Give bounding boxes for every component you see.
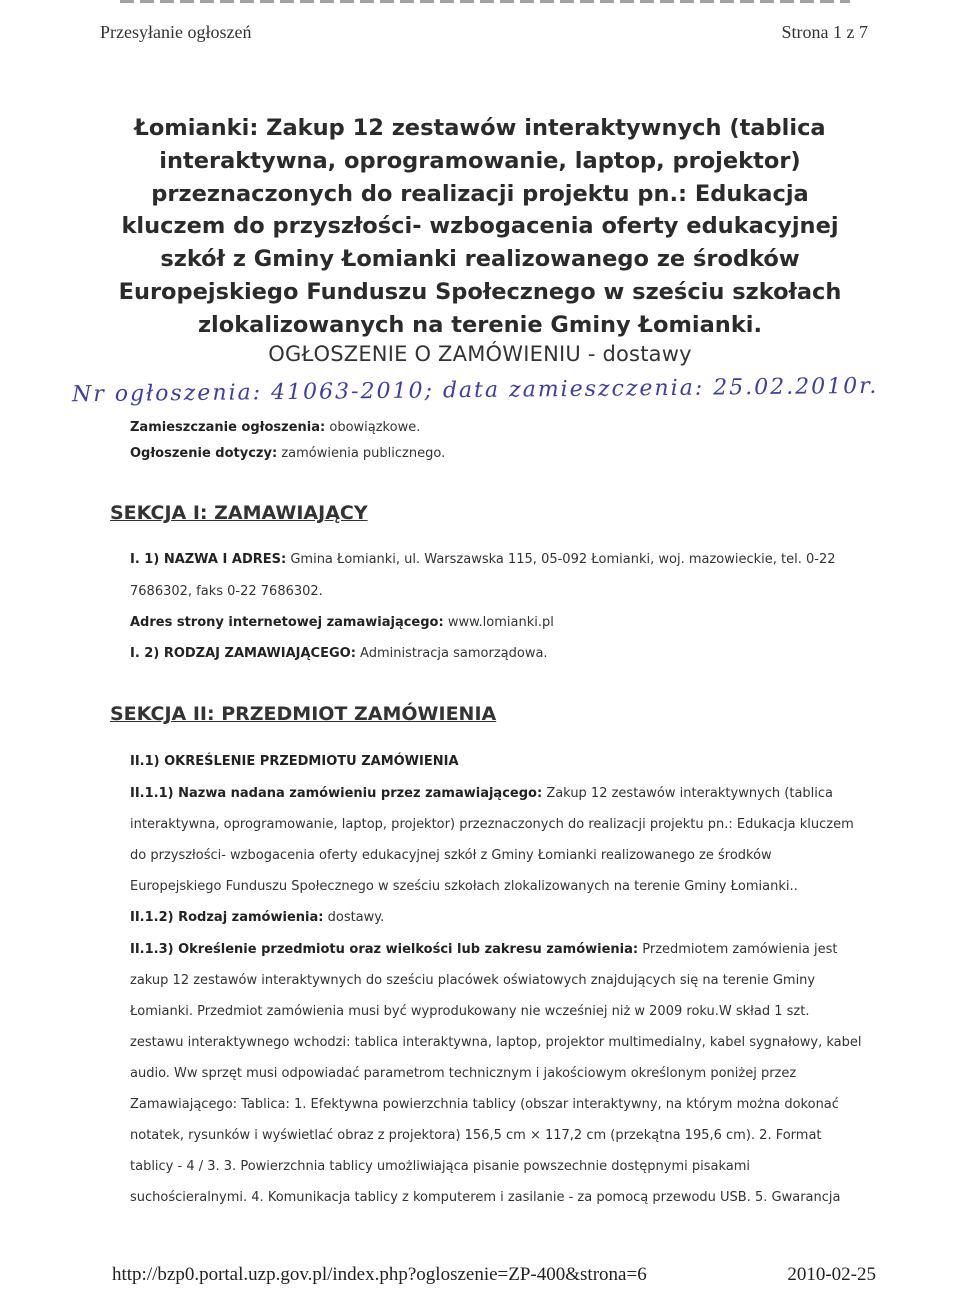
document-title: Łomianki: Zakup 12 zestawów interaktywnych (tablica interaktywna, oprogramowanie, laptop, projektor) przeznaczonych do realizacji projektu pn.: Edukacja kluczem do przyszłości- wzbogacenia oferty edukacyjnej szkół z Gminy Łomianki realizowanego ze środków Europejskiego Funduszu Społecznego w sześciu szkołach zlokalizowanych na terenie Gminy Łomianki. xyxy=(118,115,842,338)
contractor-type-row xyxy=(130,646,548,661)
order-name-label: II.1.1) Nazwa nadana zamówieniu przez zamawiającego: xyxy=(130,786,543,801)
section-1-heading: SEKCJA I: ZAMAWIAJĄCY xyxy=(110,502,368,524)
document-subtitle: OGŁOSZENIE O ZAMÓWIENIU - dostawy xyxy=(268,342,692,366)
placement-label: Zamieszczanie ogłoszenia: xyxy=(130,420,326,435)
scan-edge-artifact xyxy=(120,0,850,3)
contractor-phone-row: 7686302, faks 0-22 7686302. xyxy=(130,584,323,599)
contractor-name-label: I. 1) NAZWA I ADRES: xyxy=(130,552,287,567)
contractor-www-link[interactable]: www.lomianki.pl xyxy=(447,615,554,630)
order-kind-row xyxy=(130,910,384,925)
contractor-www-label: Adres strony internetowej zamawiającego: xyxy=(130,615,444,630)
placement-value: obowiązkowe. xyxy=(329,420,421,435)
contractor-type-label: I. 2) RODZAJ ZAMAWIAJĄCEGO: xyxy=(130,646,356,661)
order-scope-paragraph xyxy=(130,934,865,1213)
order-name-paragraph xyxy=(130,778,865,902)
subsection-title: II.1) OKREŚLENIE PRZEDMIOTU ZAMÓWIENIA xyxy=(130,754,459,769)
handwritten-annotation: Nr ogłoszenia: 41063-2010; data zamieszczenia: 25.02.2010r. xyxy=(71,373,879,408)
contractor-name-value: Gmina Łomianki, ul. Warszawska 115, 05-092 Łomianki, woj. mazowieckie, tel. 0-22 xyxy=(290,552,836,567)
page-header-title: Przesyłanie ogłoszeń xyxy=(100,22,252,42)
footer-date: 2010-02-25 xyxy=(787,1264,876,1285)
order-kind-value: dostawy. xyxy=(327,910,385,925)
concerns-label: Ogłoszenie dotyczy: xyxy=(130,446,278,461)
placement-row xyxy=(130,420,420,435)
section-2-heading: SEKCJA II: PRZEDMIOT ZAMÓWIENIA xyxy=(110,703,497,725)
subsection-heading xyxy=(130,754,459,769)
order-name-value: Zakup 12 zestawów interaktywnych (tablica interaktywna, oprogramowanie, laptop, projektor) przeznaczonych do realizacji projektu pn.: Edukacja kluczem do przyszłości- wzbogacenia oferty edukacyjnej szkół z Gminy Łomianki realizowanego ze środków Europejskiego Funduszu Społecznego w sześciu szkołach zlokalizowanych na terenie Gminy Łomianki.. xyxy=(130,786,854,894)
contractor-name-row xyxy=(130,552,836,567)
order-kind-label: II.1.2) Rodzaj zamówienia: xyxy=(130,910,324,925)
footer-url: http://bzp0.portal.uzp.gov.pl/index.php?ogloszenie=ZP-400&strona=6 xyxy=(112,1264,647,1285)
order-scope-value: Przedmiotem zamówienia jest zakup 12 zestawów interaktywnych do sześciu placówek oświatowych znajdujących się na terenie Gminy Łomianki. Przedmiot zamówienia musi być wyprodukowany nie wcześniej niż w 2009 roku.W skład 1 szt. zestawu interaktywnego wchodzi: tablica interaktywna, laptop, projektor multimedialny, kabel sygnałowy, kabel audio. Ww sprzęt musi odpowiadać parametrom technicznym i jakościowym określonym poniżej przez Zamawiającego: Tablica: 1. Efektywna powierzchnia tablicy (obszar interaktywny, na którym można dokonać notatek, rysunków i wyświetlać obraz z projektora) 156,5 cm × 117,2 cm (przekątna 195,6 cm). 2. Format tablicy - 4 / 3. 3. Powierzchnia tablicy umożliwiająca pisanie powszechnie dostępnymi pisakami suchościeralnymi. 4. Komunikacja tablicy z komputerem i zasilanie - za pomocą przewodu USB. 5. Gwarancja xyxy=(130,942,862,1205)
contractor-www-row xyxy=(130,615,554,630)
contractor-type-value: Administracja samorządowa. xyxy=(360,646,548,661)
concerns-value: zamówienia publicznego. xyxy=(281,446,446,461)
concerns-row xyxy=(130,446,445,461)
page-number: Strona 1 z 7 xyxy=(781,22,868,42)
order-scope-label: II.1.3) Określenie przedmiotu oraz wielkości lub zakresu zamówienia: xyxy=(130,942,639,957)
